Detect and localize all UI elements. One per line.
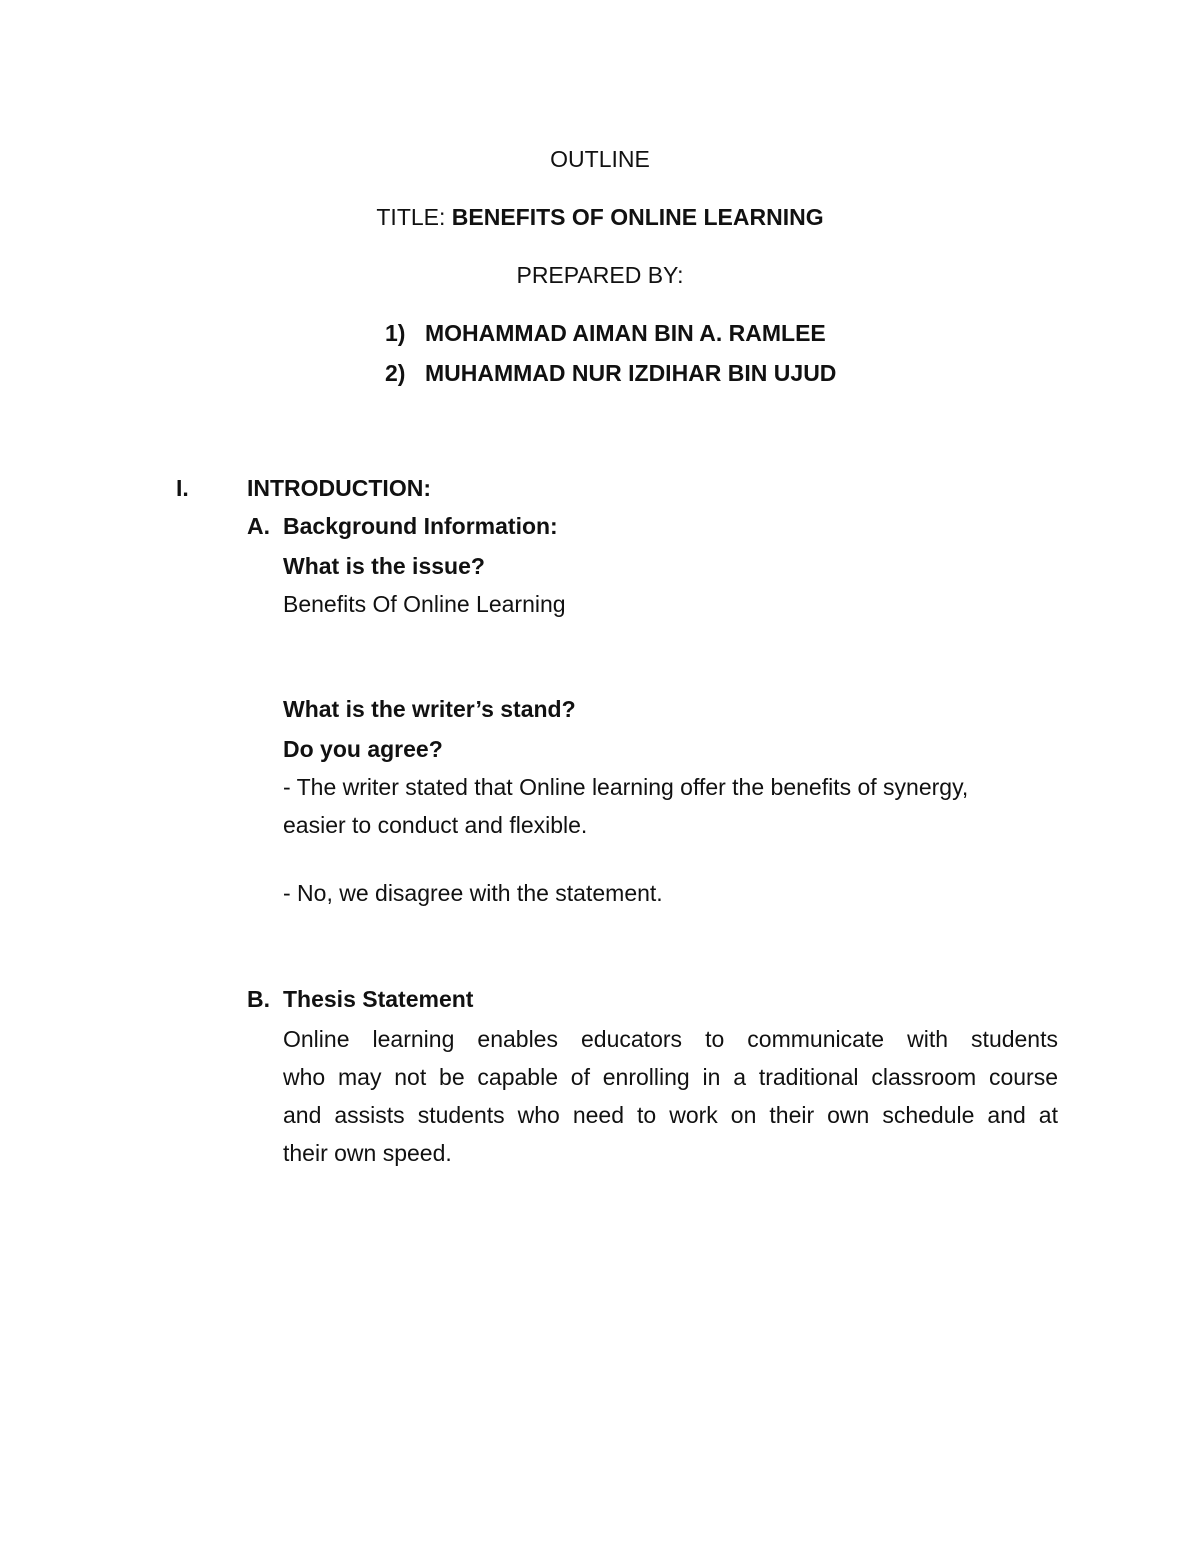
author-item-1 bbox=[385, 320, 826, 347]
section-heading-introduction: INTRODUCTION: bbox=[247, 475, 431, 501]
subsection-heading-background: Background Information: bbox=[283, 513, 558, 539]
prepared-by-label: PREPARED BY: bbox=[516, 262, 684, 288]
author-number: 1) bbox=[385, 320, 406, 346]
section-numeral: I. bbox=[176, 475, 189, 501]
title-text: BENEFITS OF ONLINE LEARNING bbox=[451, 204, 824, 230]
answer-agree: - No, we disagree with the statement. bbox=[283, 880, 663, 906]
thesis-paragraph bbox=[283, 1020, 1058, 1172]
document-title bbox=[0, 204, 1200, 231]
thesis-line-2: who may not be capable of enrolling in a traditional classroom course bbox=[283, 1064, 1058, 1090]
answer-issue: Benefits Of Online Learning bbox=[283, 591, 566, 617]
title-prefix: TITLE: bbox=[376, 204, 452, 230]
answer-writer-stand-line-1: - The writer stated that Online learning offer the benefits of synergy, bbox=[283, 774, 969, 800]
subsection-heading-thesis: Thesis Statement bbox=[283, 986, 474, 1012]
subsection-letter-b: B. bbox=[247, 986, 270, 1012]
question-issue: What is the issue? bbox=[283, 553, 485, 579]
question-writer-stand: What is the writer’s stand? bbox=[283, 696, 576, 722]
author-name: MOHAMMAD AIMAN BIN A. RAMLEE bbox=[425, 320, 826, 346]
answer-writer-stand-line-2: easier to conduct and flexible. bbox=[283, 812, 588, 838]
author-name: MUHAMMAD NUR IZDIHAR BIN UJUD bbox=[425, 360, 837, 386]
thesis-line-4: their own speed. bbox=[283, 1140, 452, 1166]
author-item-2 bbox=[385, 360, 836, 387]
thesis-line-3: and assists students who need to work on their own schedule and at bbox=[283, 1102, 1058, 1128]
author-number: 2) bbox=[385, 360, 406, 386]
question-agree: Do you agree? bbox=[283, 736, 443, 762]
thesis-line-1: Online learning enables educators to communicate with students bbox=[283, 1026, 1058, 1052]
outline-heading: OUTLINE bbox=[550, 146, 650, 172]
subsection-letter-a: A. bbox=[247, 513, 270, 539]
